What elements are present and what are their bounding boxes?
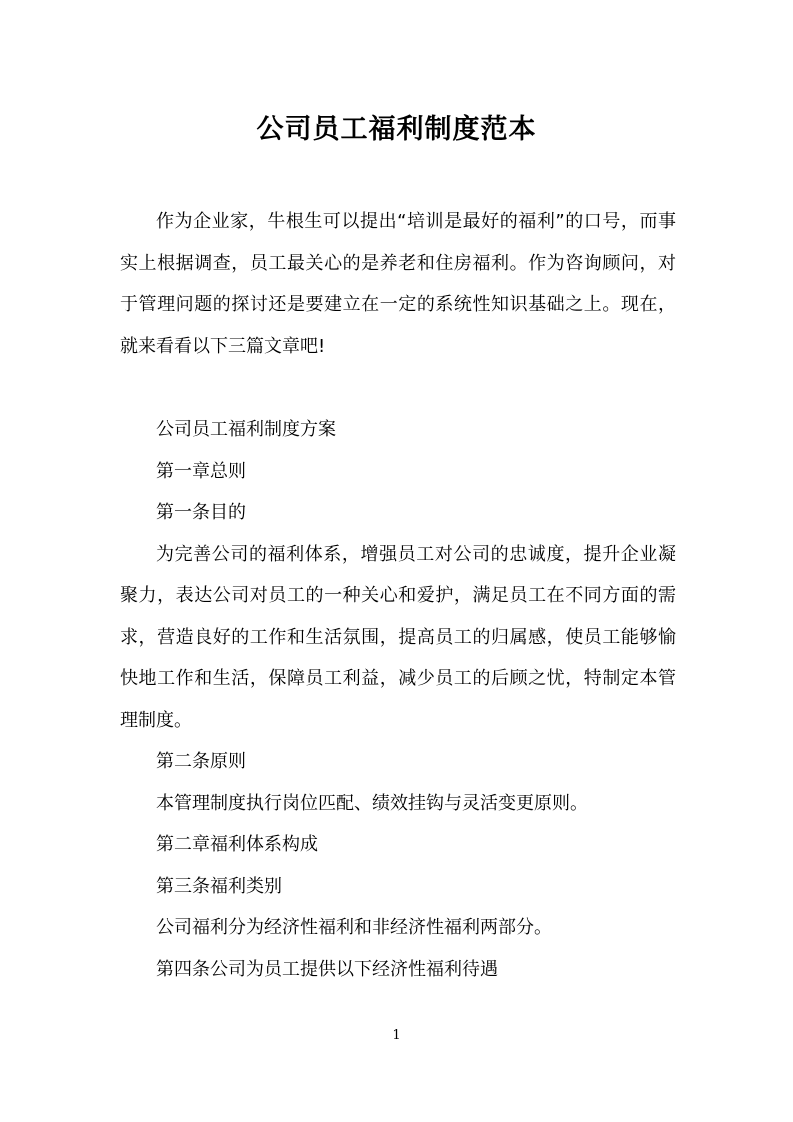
- intro-paragraph: 作为企业家，牛根生可以提出“培训是最好的福利”的口号，而事实上根据调查，员工最关心的是养老和住房福利。作为咨询顾问，对于管理问题的探讨还是要建立在一定的系统性知识基础之上。现在，就来看看以下三篇文章吧!: [120, 211, 676, 357]
- page-number: 1: [392, 1028, 401, 1043]
- document-title: 公司员工福利制度范本: [256, 114, 537, 145]
- body-paragraph: 为完善公司的福利体系，增强员工对公司的忠诚度，提升企业凝聚力，表达公司对员工的一种关心和爱护，满足员工在不同方面的需求，营造良好的工作和生活氛围，提高员工的归属感，使员工能够愉快地工作和生活，保障员工利益，减少员工的后顾之忧，特制定本管理制度。: [120, 543, 676, 731]
- article-heading: 第一条目的: [156, 502, 246, 523]
- document-body: [120, 409, 676, 990]
- chapter-heading: 第二章福利体系构成: [156, 834, 318, 855]
- article-heading: 第二条原则: [156, 751, 246, 772]
- section-heading: 公司员工福利制度方案: [156, 419, 336, 440]
- article-heading: 第四条公司为员工提供以下经济性福利待遇: [156, 958, 498, 980]
- chapter-heading: 第一章总则: [156, 460, 246, 482]
- article-heading: 第三条福利类别: [156, 875, 282, 897]
- body-paragraph: 本管理制度执行岗位匹配、绩效挂钩与灵活变更原则。: [156, 792, 588, 814]
- body-paragraph: 公司福利分为经济性福利和非经济性福利两部分。: [156, 917, 552, 938]
